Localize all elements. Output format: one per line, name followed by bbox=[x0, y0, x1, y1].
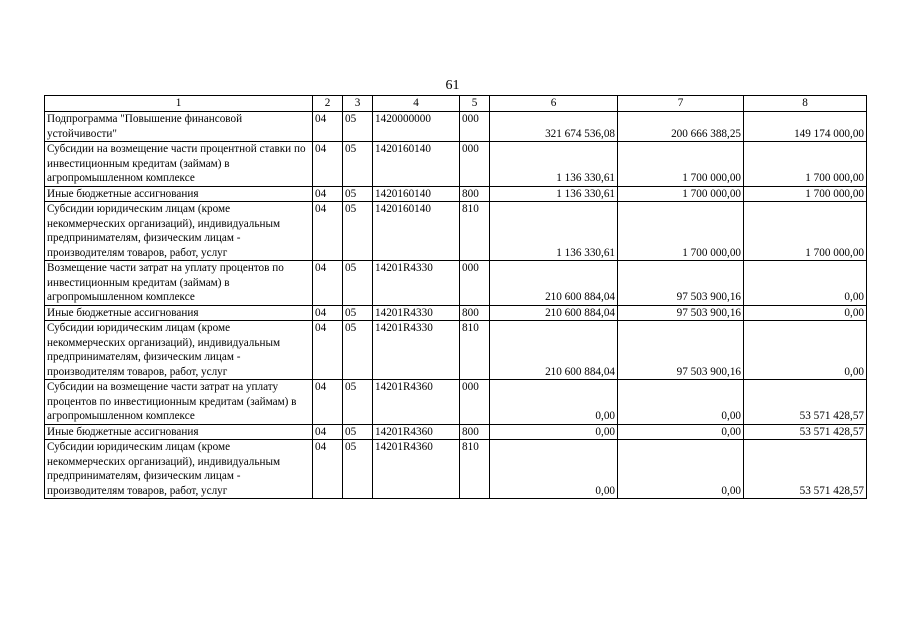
table-row bbox=[45, 202, 867, 261]
row-name: Иные бюджетные ассигнования bbox=[45, 186, 313, 202]
row-section: 04 bbox=[313, 142, 343, 187]
row-name: Субсидии юридическим лицам (кроме некоммерческих организаций), индивидуальным предпринимателям, физическим лицам - производителям товаров, работ, услуг bbox=[45, 321, 313, 380]
table-row bbox=[45, 112, 867, 142]
row-amount-col7: 200 666 388,25 bbox=[618, 112, 744, 142]
row-subsection: 05 bbox=[343, 321, 373, 380]
row-amount-col7: 0,00 bbox=[618, 380, 744, 425]
row-amount-col6: 210 600 884,04 bbox=[490, 321, 618, 380]
row-target-article: 1420000000 bbox=[373, 112, 460, 142]
row-section: 04 bbox=[313, 321, 343, 380]
header-col-5: 5 bbox=[460, 96, 490, 112]
row-amount-col8: 1 700 000,00 bbox=[744, 202, 867, 261]
row-name: Субсидии на возмещение части затрат на уплату процентов по инвестиционным кредитам (займам) в агропромышленном комплексе bbox=[45, 380, 313, 425]
row-amount-col7: 97 503 900,16 bbox=[618, 321, 744, 380]
row-amount-col8: 1 700 000,00 bbox=[744, 186, 867, 202]
row-subsection: 05 bbox=[343, 142, 373, 187]
row-amount-col7: 1 700 000,00 bbox=[618, 186, 744, 202]
table-row bbox=[45, 261, 867, 306]
row-target-article: 14201R4330 bbox=[373, 321, 460, 380]
table-row bbox=[45, 186, 867, 202]
page-number: 61 bbox=[445, 78, 460, 93]
row-target-article: 14201R4360 bbox=[373, 424, 460, 440]
row-name: Подпрограмма "Повышение финансовой устойчивости" bbox=[45, 112, 313, 142]
row-section: 04 bbox=[313, 261, 343, 306]
row-subsection: 05 bbox=[343, 112, 373, 142]
row-expense-type: 000 bbox=[460, 380, 490, 425]
row-subsection: 05 bbox=[343, 424, 373, 440]
row-amount-col6: 321 674 536,08 bbox=[490, 112, 618, 142]
row-subsection: 05 bbox=[343, 261, 373, 306]
row-target-article: 14201R4330 bbox=[373, 305, 460, 321]
row-subsection: 05 bbox=[343, 380, 373, 425]
row-target-article: 14201R4360 bbox=[373, 380, 460, 425]
header-col-7: 7 bbox=[618, 96, 744, 112]
row-subsection: 05 bbox=[343, 440, 373, 499]
row-amount-col6: 0,00 bbox=[490, 440, 618, 499]
row-section: 04 bbox=[313, 186, 343, 202]
header-col-8: 8 bbox=[744, 96, 867, 112]
table-row bbox=[45, 321, 867, 380]
row-amount-col6: 210 600 884,04 bbox=[490, 305, 618, 321]
row-target-article: 14201R4360 bbox=[373, 440, 460, 499]
table-row bbox=[45, 380, 867, 425]
row-amount-col7: 97 503 900,16 bbox=[618, 261, 744, 306]
row-expense-type: 810 bbox=[460, 321, 490, 380]
row-section: 04 bbox=[313, 305, 343, 321]
row-name: Субсидии юридическим лицам (кроме некоммерческих организаций), индивидуальным предпринимателям, физическим лицам - производителям товаров, работ, услуг bbox=[45, 202, 313, 261]
row-name: Субсидии юридическим лицам (кроме некоммерческих организаций), индивидуальным предпринимателям, физическим лицам - производителям товаров, работ, услуг bbox=[45, 440, 313, 499]
header-col-2: 2 bbox=[313, 96, 343, 112]
row-name: Возмещение части затрат на уплату процентов по инвестиционным кредитам (займам) в агропромышленном комплексе bbox=[45, 261, 313, 306]
row-amount-col6: 0,00 bbox=[490, 424, 618, 440]
header-col-3: 3 bbox=[343, 96, 373, 112]
row-amount-col8: 1 700 000,00 bbox=[744, 142, 867, 187]
table-row bbox=[45, 424, 867, 440]
row-subsection: 05 bbox=[343, 202, 373, 261]
budget-table bbox=[44, 95, 867, 499]
header-col-6: 6 bbox=[490, 96, 618, 112]
row-amount-col6: 1 136 330,61 bbox=[490, 142, 618, 187]
row-expense-type: 000 bbox=[460, 261, 490, 306]
row-subsection: 05 bbox=[343, 305, 373, 321]
row-amount-col8: 0,00 bbox=[744, 321, 867, 380]
row-amount-col8: 149 174 000,00 bbox=[744, 112, 867, 142]
table-row bbox=[45, 142, 867, 187]
row-target-article: 1420160140 bbox=[373, 186, 460, 202]
row-amount-col8: 53 571 428,57 bbox=[744, 440, 867, 499]
row-expense-type: 000 bbox=[460, 112, 490, 142]
row-amount-col6: 0,00 bbox=[490, 380, 618, 425]
row-section: 04 bbox=[313, 424, 343, 440]
row-amount-col7: 97 503 900,16 bbox=[618, 305, 744, 321]
row-section: 04 bbox=[313, 112, 343, 142]
row-section: 04 bbox=[313, 202, 343, 261]
table-row bbox=[45, 305, 867, 321]
row-target-article: 14201R4330 bbox=[373, 261, 460, 306]
row-expense-type: 810 bbox=[460, 202, 490, 261]
row-name: Субсидии на возмещение части процентной ставки по инвестиционным кредитам (займам) в агропромышленном комплексе bbox=[45, 142, 313, 187]
row-amount-col8: 0,00 bbox=[744, 261, 867, 306]
row-expense-type: 810 bbox=[460, 440, 490, 499]
header-row bbox=[45, 96, 867, 112]
row-expense-type: 800 bbox=[460, 186, 490, 202]
row-amount-col8: 53 571 428,57 bbox=[744, 424, 867, 440]
row-target-article: 1420160140 bbox=[373, 142, 460, 187]
row-amount-col7: 0,00 bbox=[618, 424, 744, 440]
row-amount-col6: 1 136 330,61 bbox=[490, 186, 618, 202]
header-col-4: 4 bbox=[373, 96, 460, 112]
row-expense-type: 800 bbox=[460, 305, 490, 321]
row-section: 04 bbox=[313, 380, 343, 425]
header-col-1: 1 bbox=[45, 96, 313, 112]
table-row bbox=[45, 440, 867, 499]
row-expense-type: 800 bbox=[460, 424, 490, 440]
row-amount-col8: 0,00 bbox=[744, 305, 867, 321]
row-amount-col6: 1 136 330,61 bbox=[490, 202, 618, 261]
row-amount-col7: 1 700 000,00 bbox=[618, 142, 744, 187]
row-subsection: 05 bbox=[343, 186, 373, 202]
row-section: 04 bbox=[313, 440, 343, 499]
row-amount-col8: 53 571 428,57 bbox=[744, 380, 867, 425]
row-amount-col7: 1 700 000,00 bbox=[618, 202, 744, 261]
row-name: Иные бюджетные ассигнования bbox=[45, 305, 313, 321]
row-target-article: 1420160140 bbox=[373, 202, 460, 261]
row-name: Иные бюджетные ассигнования bbox=[45, 424, 313, 440]
row-expense-type: 000 bbox=[460, 142, 490, 187]
row-amount-col6: 210 600 884,04 bbox=[490, 261, 618, 306]
row-amount-col7: 0,00 bbox=[618, 440, 744, 499]
